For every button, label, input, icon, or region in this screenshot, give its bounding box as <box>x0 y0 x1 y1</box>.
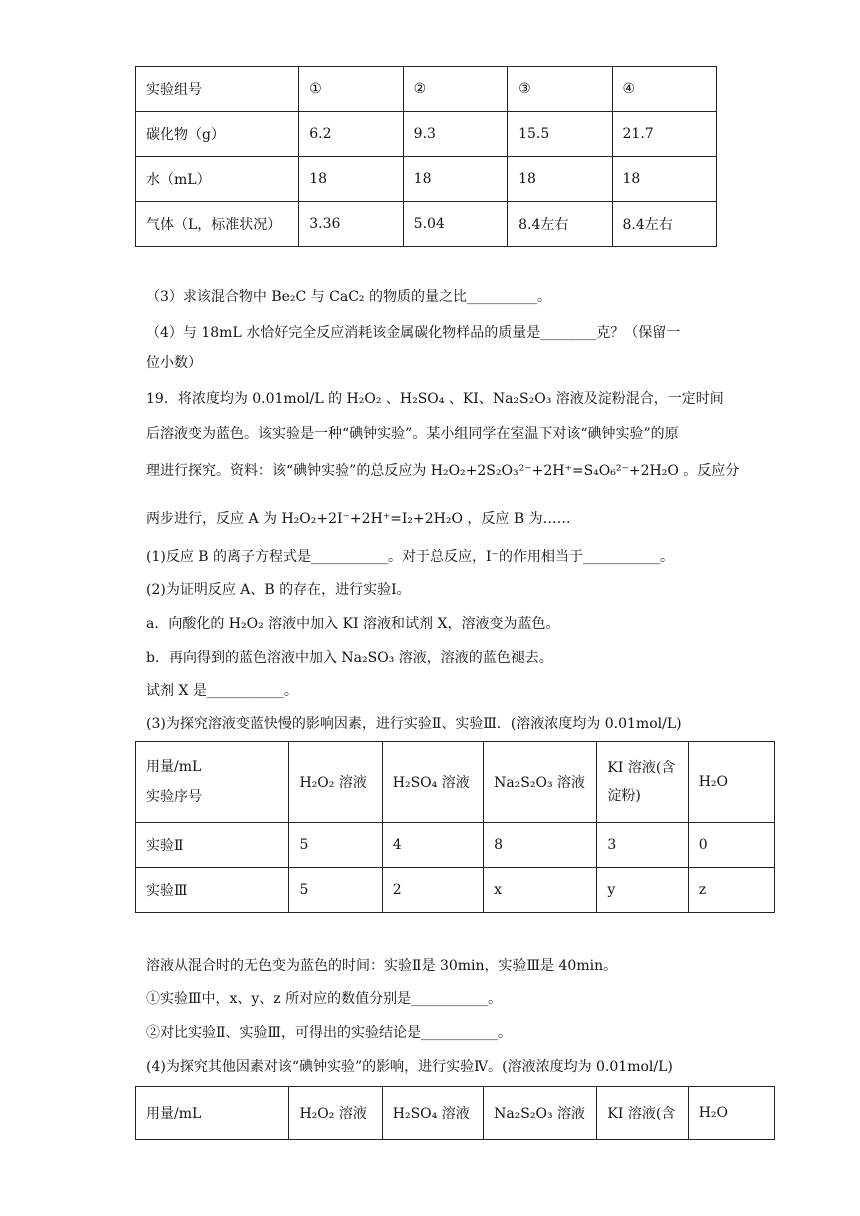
subquestion-4: (4)为探究其他因素对该“碘钟实验”的影响，进行实验Ⅳ。(溶液浓度均为 0.01mol/L) <box>146 1059 673 1075</box>
table-cell: 实验Ⅱ <box>136 823 289 868</box>
table-cell: 18 <box>403 157 507 202</box>
column-header: Na₂S₂O₃ 溶液 <box>484 742 597 823</box>
experiment-table <box>135 741 775 913</box>
subquestion-2: (2)为证明反应 A、B 的存在，进行实验Ⅰ。 <box>146 582 411 598</box>
table-cell: 15.5 <box>508 112 612 157</box>
table-cell: 8.4左右 <box>508 202 612 247</box>
table-row <box>136 742 775 823</box>
subquestion-2b: b．再向得到的蓝色溶液中加入 Na₂SO₃ 溶液，溶液的蓝色褪去。 <box>146 650 553 666</box>
table-row <box>136 67 717 112</box>
column-header: H₂SO₄ 溶液 <box>382 742 483 823</box>
table-header-corner <box>136 742 289 823</box>
table-cell: 碳化物（g） <box>136 112 299 157</box>
table-cell: 2 <box>382 868 483 913</box>
column-header: H₂O₂ 溶液 <box>289 742 382 823</box>
table-cell: 18 <box>612 157 716 202</box>
paragraph-q1: ①实验Ⅲ中，x、y、z 所对应的数值分别是___________。 <box>146 991 503 1007</box>
table-cell: 5.04 <box>403 202 507 247</box>
table-cell: 8 <box>484 823 597 868</box>
table-cell: 5 <box>289 868 382 913</box>
table-cell: 18 <box>508 157 612 202</box>
question-19-line2: 后溶液变为蓝色。该实验是一种“碘钟实验”。某小组同学在室温下对该“碘钟实验”的原 <box>146 426 679 442</box>
table-cell: 6.2 <box>299 112 403 157</box>
table-cell: ③ <box>508 67 612 112</box>
column-header: H₂SO₄ 溶液 <box>382 1087 483 1140</box>
table-row <box>136 202 717 247</box>
column-header: KI 溶液(含 <box>597 1087 688 1140</box>
table-cell: 5 <box>289 823 382 868</box>
table-cell: 实验组号 <box>136 67 299 112</box>
question-19-line4: 两步进行，反应 A 为 H₂O₂+2I⁻+2H⁺=I₂+2H₂O ，反应 B 为…… <box>146 511 571 527</box>
table-row <box>136 868 775 913</box>
table-cell: 实验Ⅲ <box>136 868 289 913</box>
table-cell: 用量/mL <box>136 1087 289 1140</box>
table-row <box>136 1087 775 1140</box>
table-cell: ② <box>403 67 507 112</box>
table-cell: ① <box>299 67 403 112</box>
table-cell: 水（mL） <box>136 157 299 202</box>
carbide-table <box>135 66 717 247</box>
column-header: Na₂S₂O₃ 溶液 <box>484 1087 597 1140</box>
column-header: H₂O₂ 溶液 <box>289 1087 382 1140</box>
table-cell: 4 <box>382 823 483 868</box>
table-cell: 气体（L，标准状况） <box>136 202 299 247</box>
table-cell: 8.4左右 <box>612 202 716 247</box>
table-cell: 21.7 <box>612 112 716 157</box>
subquestion-3: (3)为探究溶液变蓝快慢的影响因素，进行实验Ⅱ、实验Ⅲ．(溶液浓度均为 0.01mol/L) <box>146 716 682 732</box>
column-header: H₂O <box>688 742 774 823</box>
table-row <box>136 823 775 868</box>
column-header: KI 溶液(含淀粉) <box>597 742 688 823</box>
table-cell: 9.3 <box>403 112 507 157</box>
table-row <box>136 157 717 202</box>
header-line: 用量/mL <box>146 759 202 775</box>
table-cell: z <box>688 868 774 913</box>
table-cell: y <box>597 868 688 913</box>
paragraph-time: 溶液从混合时的无色变为蓝色的时间：实验Ⅱ是 30min，实验Ⅲ是 40min。 <box>146 958 618 974</box>
header-line: 实验序号 <box>146 789 202 805</box>
table-cell: 3.36 <box>299 202 403 247</box>
subquestion-2c: 试剂 X 是___________。 <box>146 683 298 699</box>
table-row <box>136 112 717 157</box>
subquestion-2a: a．向酸化的 H₂O₂ 溶液中加入 KI 溶液和试剂 X，溶液变为蓝色。 <box>146 616 560 632</box>
table-cell: x <box>484 868 597 913</box>
column-header: H₂O <box>688 1087 774 1140</box>
experiment-table-4 <box>135 1086 775 1140</box>
table-cell: 3 <box>597 823 688 868</box>
table-cell: 0 <box>688 823 774 868</box>
question-19-line1: 19．将浓度均为 0.01mol/L 的 H₂O₂ 、H₂SO₄ 、KI、Na₂S₂O₃ 溶液及淀粉混合，一定时间 <box>146 391 724 407</box>
question-19-line3: 理进行探究。资料：该“碘钟实验”的总反应为 H₂O₂+2S₂O₃²⁻+2H⁺=S₄O₆²⁻+2H₂O 。反应分 <box>146 463 740 479</box>
table-cell: 18 <box>299 157 403 202</box>
paragraph-q2: ②对比实验Ⅱ、实验Ⅲ，可得出的实验结论是___________。 <box>146 1025 513 1041</box>
subquestion-1: (1)反应 B 的离子方程式是___________。对于总反应，I⁻的作用相当于___________。 <box>146 549 674 565</box>
question-4-line1: （4）与 18mL 水恰好完全反应消耗该金属碳化物样品的质量是________克？（保留一 <box>146 325 681 341</box>
question-3: （3）求该混合物中 Be₂C 与 CaC₂ 的物质的量之比__________。 <box>146 289 551 305</box>
question-4-line2: 位小数） <box>146 355 202 371</box>
table-cell: ④ <box>612 67 716 112</box>
